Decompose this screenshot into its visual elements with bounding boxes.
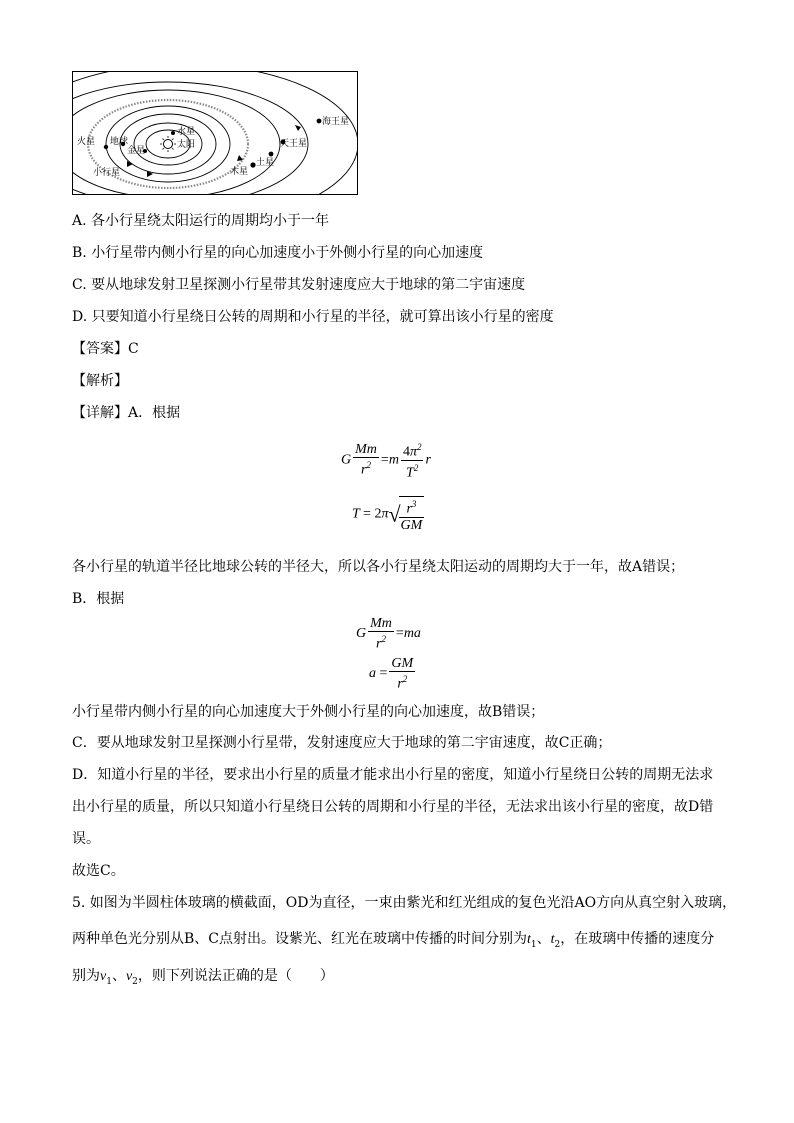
text-d-line3: 误。 bbox=[72, 831, 100, 847]
q5-line1: 5. 如图为半圆柱体玻璃的横截面，OD为直径，一束由紫光和红光组成的复色光沿AO方向从真空射入玻璃， bbox=[72, 895, 737, 911]
option-b: B. 小行星带内侧小行星的向心加速度小于外侧小行星的向心加速度 bbox=[72, 245, 484, 261]
text-d-line1: D．知道小行星的半径，要求出小行星的质量才能求出小行星的密度，知道小行星绕日公转的周期无法求 bbox=[72, 767, 714, 783]
equation-gravity-period: G $\frac{Mm}{r^2}$ =m $\frac{4\pi^2}{T^2}$ r bbox=[341, 442, 431, 481]
detail-a-intro: 【详解】A．根据 bbox=[72, 405, 181, 421]
analysis-label: 【解析】 bbox=[72, 373, 128, 389]
label-neptune: 海王星 bbox=[322, 117, 350, 127]
option-c: C. 要从地球发射卫星探测小行星带其发射速度应大于地球的第二宇宙速度 bbox=[72, 277, 526, 293]
label-earth: 地球 bbox=[110, 137, 129, 147]
q5-line2-post: ，在玻璃中传播的速度分 bbox=[560, 931, 715, 947]
planet-mercury bbox=[171, 131, 175, 135]
arrow-icon bbox=[237, 155, 243, 161]
label-jupiter: 木星 bbox=[230, 167, 249, 177]
q5-line3-post: ，则下列说法正确的是（ ） bbox=[137, 968, 334, 984]
planet-jupiter bbox=[250, 162, 255, 167]
equation-period: T = 2π√ $\frac{r^3}{GM}$ bbox=[352, 496, 426, 533]
q5-line2-pre: 两种单色光分别从B、C点射出。设紫光、红光在玻璃中传播的时间分别为 bbox=[72, 931, 527, 947]
equation-accel: a = $\frac{GM}{r^2}$ bbox=[369, 656, 414, 692]
equation-gravity-accel: G $\frac{Mm}{r^2}$ =ma bbox=[356, 616, 421, 652]
option-a: A. 各小行星绕太阳运行的周期均小于一年 bbox=[72, 213, 330, 229]
label-mercury: 水星 bbox=[177, 127, 196, 137]
planet-mars bbox=[104, 145, 108, 149]
answer-label: 【答案】C bbox=[72, 341, 139, 357]
text-c: C．要从地球发射卫星探测小行星带，发射速度应大于地球的第二宇宙速度，故C正确； bbox=[72, 735, 612, 751]
text-d-line2: 出小行星的质量，所以只知道小行星绕日公转的周期和小行星的半径，无法求出该小行星的密度，故D错 bbox=[72, 799, 714, 815]
orbit-diagram bbox=[73, 72, 357, 194]
planet-saturn bbox=[269, 152, 274, 157]
label-uranus: 天王星 bbox=[280, 139, 308, 149]
sun-icon bbox=[160, 136, 176, 152]
planet-neptune bbox=[317, 119, 322, 124]
arrow-icon bbox=[295, 125, 301, 131]
label-venus: 金星 bbox=[127, 146, 146, 156]
option-d: D. 只要知道小行星绕日公转的周期和小行星的半径，就可算出该小行星的密度 bbox=[72, 309, 554, 325]
q5-line2: 两种单色光分别从B、C点射出。设紫光、红光在玻璃中传播的时间分别为$t_1$、$t_2$，在玻璃中传播的速度分 bbox=[72, 931, 715, 950]
text-b: 小行星带内侧小行星的向心加速度大于外侧小行星的向心加速度，故B错误； bbox=[72, 704, 545, 720]
text-a: 各小行星的轨道半径比地球公转的半径大，所以各小行星绕太阳运动的周期均大于一年，故A错误； bbox=[72, 559, 685, 575]
label-sun: 太阳 bbox=[177, 140, 196, 150]
label-mars: 火星 bbox=[77, 137, 96, 147]
label-asteroids: 小行星 bbox=[93, 168, 121, 178]
detail-b-intro: B．根据 bbox=[72, 591, 125, 607]
solar-system-figure bbox=[72, 71, 358, 195]
q5-line3-pre: 别为 bbox=[72, 968, 100, 984]
q5-line3: 别为$v_1$、$v_2$，则下列说法正确的是（ ） bbox=[72, 968, 334, 987]
conclusion: 故选C。 bbox=[72, 863, 125, 879]
label-saturn: 土星 bbox=[256, 158, 275, 168]
